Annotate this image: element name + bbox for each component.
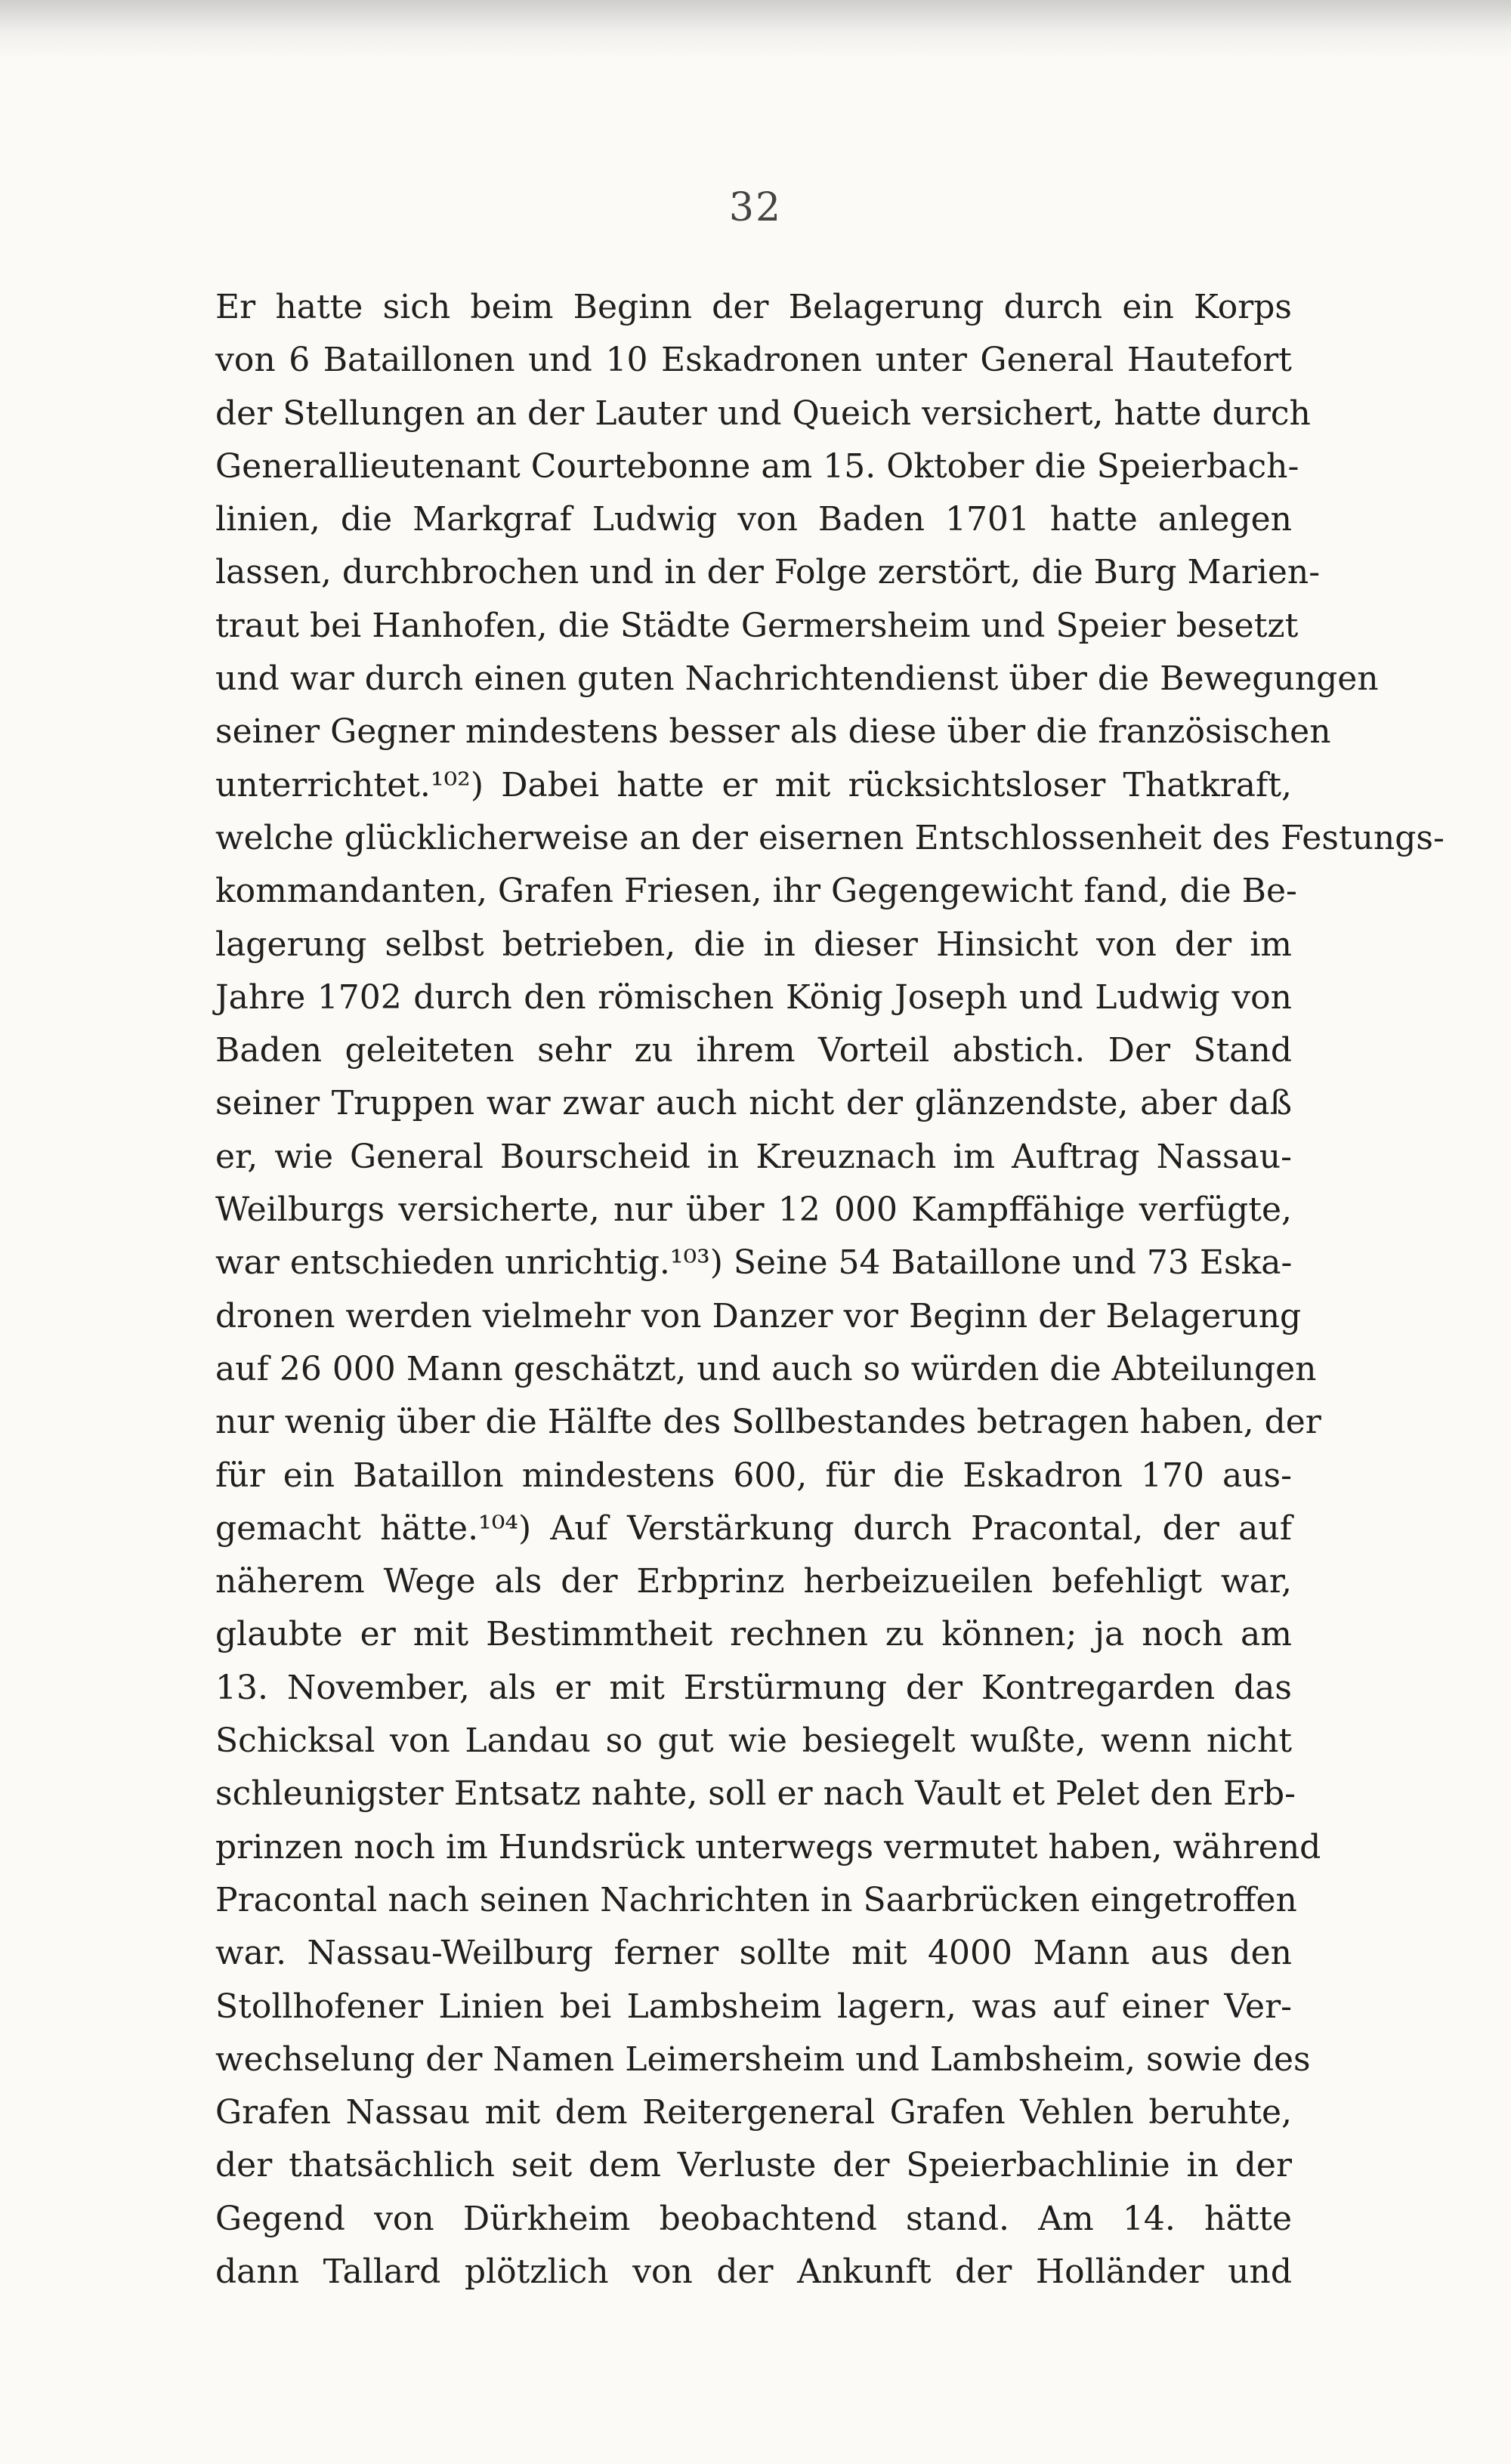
text-line: dronen werden vielmehr von Danzer vor Beginn der Belagerung (215, 1296, 1302, 1335)
text-line: gemacht hätte.¹⁰⁴) Auf Verstärkung durch Pracontal, der auf (215, 1508, 1292, 1548)
text-line: Schicksal von Landau so gut wie besiegelt wußte, wenn nicht (215, 1721, 1292, 1761)
text-line: Weilburgs versicherte, nur über 12 000 Kampffähige verfügte, (215, 1190, 1292, 1230)
text-line: näherem Wege als der Erbprinz herbeizueilen befehligt war, (215, 1562, 1292, 1601)
text-line: lassen, durchbrochen und in der Folge zerstört, die Burg Marien- (215, 553, 1321, 592)
text-line: seiner Gegner mindestens besser als diese über die französischen (215, 712, 1331, 752)
text-line: kommandanten, Grafen Friesen, ihr Gegengewicht fand, die Be- (215, 872, 1297, 911)
text-line: für ein Bataillon mindestens 600, für die Eskadron 170 aus- (215, 1456, 1292, 1495)
text-line: war. Nassau-Weilburg ferner sollte mit 4000 Mann aus den (215, 1934, 1292, 1973)
text-line: auf 26 000 Mann geschätzt, und auch so würden die Abteilungen (215, 1349, 1317, 1388)
text-line: von 6 Bataillonen und 10 Eskadronen unter General Hautefort (215, 341, 1292, 380)
text-line: der Stellungen an der Lauter und Queich versichert, hatte durch (215, 394, 1311, 433)
text-line: Jahre 1702 durch den römischen König Joseph und Ludwig von (215, 977, 1292, 1017)
text-line: lagerung selbst betrieben, die in dieser Hinsicht von der im (215, 925, 1292, 964)
text-line: Stollhofener Linien bei Lambsheim lagern, was auf einer Ver- (215, 1987, 1292, 2026)
text-line: war entschieden unrichtig.¹⁰³) Seine 54 Bataillone und 73 Eska- (215, 1243, 1293, 1283)
text-line: seiner Truppen war zwar auch nicht der glänzendste, aber daß (215, 1084, 1292, 1123)
text-line: schleunigster Entsatz nahte, soll er nach Vault et Pelet den Erb- (215, 1774, 1296, 1814)
scan-edge-shadow (0, 0, 1511, 59)
text-line: Er hatte sich beim Beginn der Belagerung durch ein Korps (215, 288, 1292, 326)
text-line: Generallieutenant Courtebonne am 15. Oktober die Speierbach- (215, 446, 1299, 486)
text-line: glaubte er mit Bestimmtheit rechnen zu können; ja noch am (215, 1615, 1292, 1654)
text-line: und war durch einen guten Nachrichtendienst über die Bewegungen (215, 659, 1379, 699)
text-line: Baden geleiteten sehr zu ihrem Vorteil abstich. Der Stand (215, 1031, 1292, 1070)
text-line: dann Tallard plötzlich von der Ankunft der Holländer und (215, 2252, 1292, 2291)
text-line: er, wie General Bourscheid in Kreuznach im Auftrag Nassau- (215, 1137, 1292, 1176)
text-line: Gegend von Dürkheim beobachtend stand. Am 14. hätte (215, 2199, 1292, 2238)
body-text (215, 281, 1445, 2299)
text-line: Grafen Nassau mit dem Reitergeneral Grafen Vehlen beruhte, (215, 2093, 1292, 2132)
page-number: 32 (728, 185, 783, 230)
text-line: traut bei Hanhofen, die Städte Germersheim und Speier besetzt (215, 606, 1299, 645)
text-line: linien, die Markgraf Ludwig von Baden 1701 hatte anlegen (215, 500, 1292, 539)
text-line: prinzen noch im Hundsrück unterwegs vermutet haben, während (215, 1827, 1321, 1867)
text-line: Pracontal nach seinen Nachrichten in Saarbrücken eingetroffen (215, 1880, 1297, 1919)
text-line: der thatsächlich seit dem Verluste der Speierbachlinie in der (215, 2146, 1292, 2185)
text-line: welche glücklicherweise an der eisernen Entschlossenheit des Festungs- (215, 818, 1445, 857)
text-line: unterrichtet.¹⁰²) Dabei hatte er mit rücksichtsloser Thatkraft, (215, 765, 1292, 804)
text-line: 13. November, als er mit Erstürmung der Kontregarden das (215, 1668, 1292, 1707)
text-line: wechselung der Namen Leimersheim und Lambsheim, sowie des (215, 2039, 1311, 2079)
text-line: nur wenig über die Hälfte des Sollbestandes betragen haben, der (215, 1403, 1321, 1442)
